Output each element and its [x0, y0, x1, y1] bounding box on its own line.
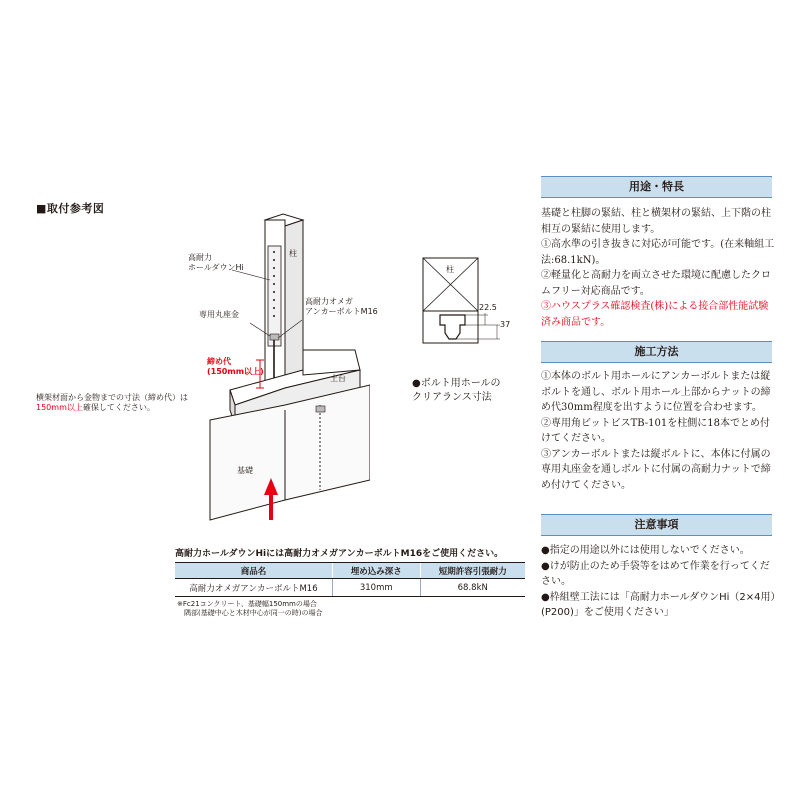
tighten-note-rest: 確保してください。 [82, 403, 155, 412]
caution-body [541, 543, 777, 621]
method-body [541, 369, 777, 493]
clearance-caption: ●ボルト用ホールの クリアランス寸法 [412, 378, 501, 403]
table-caption: 高耐力ホールダウンHiには高耐力オメガアンカーボルトM16をご使用ください。 [175, 549, 504, 559]
table-cell: 高耐力オメガアンカーボルトM16 [175, 579, 333, 597]
tighten-note [36, 393, 216, 413]
table-note-1: ※Fc21コンクリート、基礎幅150mmの場合 [177, 600, 317, 608]
table-header: 商品名 [175, 563, 333, 579]
product-label: 高耐力 ホールダウンHi [188, 253, 244, 272]
spec-table [175, 562, 525, 597]
clearance-pillar-label: 柱 [446, 265, 454, 274]
table-row [175, 579, 525, 597]
clearance-dim-b: 37 [500, 320, 511, 329]
caution-item-2: ●けが防止のため手袋等をはめて作業を行ってください。 [541, 560, 770, 587]
foundation-label: 基礎 [237, 466, 253, 475]
clearance-dim-a: 22.5 [479, 303, 497, 312]
features-item-2: ②軽量化と高耐力を両立させた環境に配慮したクロムフリー対応商品です。 [541, 270, 771, 297]
table-header-row [175, 563, 525, 579]
caution-header: 注意事項 [541, 514, 772, 536]
features-item-3: ③ハウスプラス確認検査(株)による接合部性能試験済み商品です。 [541, 301, 769, 328]
caution-item-3: ●枠組壁工法には「高耐力ホールダウンHi（2×4用）(P200)」をご使用ください」 [541, 591, 776, 618]
caution-item-1: ●指定の用途以外には使用しないでください。 [541, 545, 750, 556]
figure-section-title: ■取付参考図 [36, 202, 105, 215]
table-note-2: 隅部(基礎中心と木材中心が同一の時)の場合 [184, 609, 323, 617]
tighten-note-red: 150mm以上 [36, 403, 83, 412]
clearance-diagram [420, 255, 520, 365]
method-item-1: ①本体のボルト用ホールにアンカーボルトまたは縦ボルトを通し、ボルト用ホール上部からナットの締め代30mm程度を出すように位置を合わせます。 [541, 371, 771, 413]
features-header: 用途・特長 [541, 176, 772, 198]
table-header: 埋め込み深さ [333, 563, 421, 579]
table-cell: 68.8kN [420, 579, 525, 597]
table-header: 短期許容引張耐力 [420, 563, 525, 579]
sill-label: 土台 [330, 374, 346, 383]
features-intro: 基礎と柱脚の緊結、柱と横架材の緊結、上下階の柱相互の緊結に使用します。 [541, 208, 771, 235]
features-body [541, 206, 777, 330]
table-cell: 310mm [333, 579, 421, 597]
tighten-note-line1: 横架材面から金物までの寸法（締め代）は [36, 393, 188, 402]
pillar-label: 柱 [289, 249, 297, 258]
method-header: 施工方法 [541, 341, 772, 363]
method-item-2: ②専用角ビットビスTB-101を柱側に18本でとめ付けてください。 [541, 417, 770, 444]
anchor-label: 高耐力オメガ アンカーボルトM16 [305, 297, 378, 316]
features-item-1: ①高水準の引き抜きに対応が可能です。(在来軸組工法:68.1kN)。 [541, 239, 775, 266]
washer-label: 専用丸座金 [199, 310, 239, 319]
method-item-3: ③アンカーボルトまたは縦ボルトに、本体に付属の専用丸座金を通しボルトに付属の高耐力ナットで締め付けてください。 [541, 448, 771, 491]
tighten-label: 締め代 (150mm以上) [207, 357, 264, 376]
